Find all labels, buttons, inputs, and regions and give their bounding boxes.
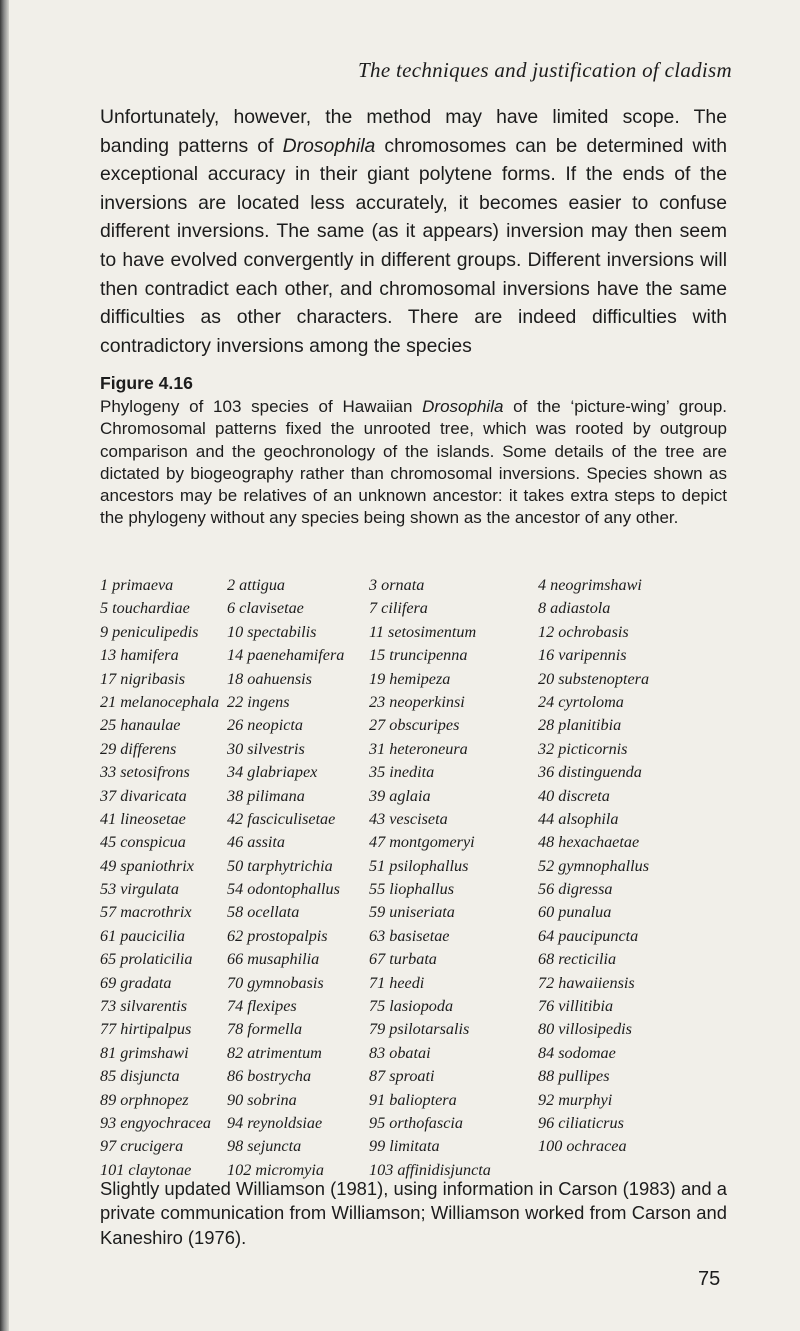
species-entry: 89 orphnopez xyxy=(100,1090,189,1109)
species-entry: 75 lasiopoda xyxy=(369,997,454,1016)
species-entry: 52 gymnophallus xyxy=(538,856,650,875)
species-entry: 55 liophallus xyxy=(369,880,454,899)
species-entry: 72 hawaiiensis xyxy=(538,973,635,992)
species-entry: 13 hamifera xyxy=(100,646,179,665)
species-entry: 28 planitibia xyxy=(538,716,622,735)
species-row xyxy=(100,972,740,995)
species-row xyxy=(100,878,740,901)
species-entry: 29 differens xyxy=(100,739,177,758)
species-entry: 60 punalua xyxy=(538,903,612,922)
species-entry: 95 orthofascia xyxy=(369,1113,463,1132)
species-entry: 16 varipennis xyxy=(538,646,627,665)
species-entry: 80 villosipedis xyxy=(538,1020,632,1039)
species-entry: 97 crucigera xyxy=(100,1137,184,1156)
page-number: 75 xyxy=(698,1268,721,1290)
species-row xyxy=(100,855,740,878)
caption-part2: of the ‘picture-wing’ group. Chromosomal patterns fixed the unrooted tree, which was rooted by outgroup comparison and the geochronology of the islands. Some details of the tree are dictated by biogeography rather than chromosomal inversions. Species shown as ancestors may be relatives of an unknown ancestor: it takes extra steps to depict the phylogeny without any species being shown as the ancestor of any other. xyxy=(100,397,727,528)
species-entry: 10 spectabilis xyxy=(227,622,317,641)
caption-part1: Phylogeny of 103 species of Hawaiian xyxy=(100,397,423,416)
species-entry: 14 paenehamifera xyxy=(227,646,345,665)
species-entry: 25 hanaulae xyxy=(100,716,181,735)
species-row xyxy=(100,831,740,854)
species-entry: 49 spaniothrix xyxy=(100,856,194,875)
species-entry: 7 cilifera xyxy=(369,599,428,618)
species-row xyxy=(100,621,740,644)
species-entry: 92 murphyi xyxy=(538,1090,613,1109)
species-entry: 82 atrimentum xyxy=(227,1043,322,1062)
species-entry: 85 disjuncta xyxy=(100,1067,180,1086)
species-entry: 102 micromyia xyxy=(227,1160,324,1179)
species-entry: 63 basisetae xyxy=(369,926,450,945)
species-row xyxy=(100,668,740,691)
species-entry: 39 aglaia xyxy=(369,786,431,805)
species-entry: 86 bostrycha xyxy=(227,1067,312,1086)
species-entry: 22 ingens xyxy=(227,692,290,711)
species-entry: 56 digressa xyxy=(538,880,613,899)
running-head: The techniques and justification of cladism xyxy=(358,58,732,82)
species-entry: 62 prostopalpis xyxy=(227,926,328,945)
species-entry: 58 ocellata xyxy=(227,903,300,922)
species-entry: 17 nigribasis xyxy=(100,669,186,688)
species-entry: 5 touchardiae xyxy=(100,599,190,618)
species-entry: 9 peniculipedis xyxy=(100,622,199,641)
species-entry: 11 setosimentum xyxy=(369,622,477,641)
species-entry: 68 recticilia xyxy=(538,950,617,969)
species-row xyxy=(100,1089,740,1112)
species-entry: 6 clavisetae xyxy=(227,599,304,618)
species-entry: 54 odontophallus xyxy=(227,880,340,899)
species-entry: 98 sejuncta xyxy=(227,1137,302,1156)
species-row xyxy=(100,644,740,667)
species-entry: 47 montgomeryi xyxy=(369,833,475,852)
figure-label: Figure 4.16 xyxy=(100,373,193,393)
species-row xyxy=(100,995,740,1018)
species-entry: 50 tarphytrichia xyxy=(227,856,333,875)
species-entry: 35 inedita xyxy=(369,763,435,782)
species-row xyxy=(100,901,740,924)
species-entry: 18 oahuensis xyxy=(227,669,312,688)
species-entry: 71 heedi xyxy=(369,973,425,992)
species-entry: 70 gymnobasis xyxy=(227,973,324,992)
species-entry: 96 ciliaticrus xyxy=(538,1113,624,1132)
species-entry: 19 hemipeza xyxy=(369,669,451,688)
species-entry: 46 assita xyxy=(227,833,286,852)
species-entry: 79 psilotarsalis xyxy=(369,1020,470,1039)
species-row xyxy=(100,714,740,737)
body-genus-name: Drosophila xyxy=(282,134,376,157)
species-entry: 21 melanocephala xyxy=(100,692,220,711)
body-text-part2: chromosomes can be determined with exceptional accuracy in their giant polytene forms. If the ends of the inversions are located less accurately, it becomes easier to confuse different inversions. The same (as it appears) inversion may then seem to have evolved convergently in different groups. Different inversions will then contradict each other, and chromosomal inversions have the same difficulties as other characters. There are indeed difficulties with contradictory inversions among the species xyxy=(100,134,727,357)
species-entry: 66 musaphilia xyxy=(227,950,320,969)
species-entry: 77 hirtipalpus xyxy=(100,1020,192,1039)
species-entry: 43 vesciseta xyxy=(369,809,448,828)
species-entry: 2 attigua xyxy=(227,576,286,594)
species-entry: 76 villitibia xyxy=(538,997,614,1016)
figure-source-note: Slightly updated Williamson (1981), using information in Carson (1983) and a private communication from Williamson; Williamson worked from Carson and Kaneshiro (1976). xyxy=(100,1178,727,1248)
species-entry: 32 picticornis xyxy=(538,739,628,758)
species-entry: 36 distinguenda xyxy=(538,763,642,782)
species-entry: 78 formella xyxy=(227,1020,303,1039)
species-entry: 31 heteroneura xyxy=(369,739,468,758)
species-entry: 103 affinidisjuncta xyxy=(369,1160,491,1179)
species-entry: 64 paucipuncta xyxy=(538,926,639,945)
species-entry: 91 balioptera xyxy=(369,1090,457,1109)
species-row xyxy=(100,948,740,971)
species-entry: 74 flexipes xyxy=(227,997,297,1016)
species-entry: 30 silvestris xyxy=(227,739,305,758)
species-entry: 83 obatai xyxy=(369,1043,431,1062)
species-entry: 59 uniseriata xyxy=(369,903,455,922)
species-entry: 38 pilimana xyxy=(227,786,305,805)
species-entry: 67 turbata xyxy=(369,950,437,969)
species-entry: 93 engyochracea xyxy=(100,1113,212,1132)
species-entry: 88 pullipes xyxy=(538,1067,610,1086)
species-entry: 48 hexachaetae xyxy=(538,833,640,852)
species-entry: 81 grimshawi xyxy=(100,1043,189,1062)
species-entry: 37 divaricata xyxy=(100,786,187,805)
species-row xyxy=(100,1065,740,1088)
species-entry: 73 silvarentis xyxy=(100,997,188,1016)
species-entry: 3 ornata xyxy=(369,576,425,594)
species-entry: 53 virgulata xyxy=(100,880,179,899)
species-row xyxy=(100,1018,740,1041)
caption-genus-name: Drosophila xyxy=(422,397,504,416)
species-entry: 45 conspicua xyxy=(100,833,186,852)
species-entry: 24 cyrtoloma xyxy=(538,692,624,711)
species-entry: 44 alsophila xyxy=(538,809,619,828)
species-entry: 42 fasciculisetae xyxy=(227,809,336,828)
species-entry: 26 neopicta xyxy=(227,716,303,735)
species-entry: 69 gradata xyxy=(100,973,172,992)
species-row xyxy=(100,808,740,831)
species-entry: 51 psilophallus xyxy=(369,856,469,875)
species-row xyxy=(100,785,740,808)
species-entry: 41 lineosetae xyxy=(100,809,186,828)
species-entry: 65 prolaticilia xyxy=(100,950,193,969)
species-entry: 8 adiastola xyxy=(538,599,611,618)
body-text-part1: Unfortunately, however, the method may have limited scope. The banding patterns of xyxy=(100,106,727,157)
species-entry: 57 macrothrix xyxy=(100,903,192,922)
species-row xyxy=(100,1112,740,1135)
book-spine-shadow xyxy=(0,0,9,1331)
species-entry: 84 sodomae xyxy=(538,1043,616,1062)
species-entry: 34 glabriapex xyxy=(227,763,318,782)
species-entry: 90 sobrina xyxy=(227,1090,297,1109)
species-entry: 20 substenoptera xyxy=(538,669,650,688)
species-entry: 4 neogrimshawi xyxy=(538,576,642,594)
species-row xyxy=(100,1135,740,1158)
species-row xyxy=(100,1042,740,1065)
species-entry: 15 truncipenna xyxy=(369,646,468,665)
species-row xyxy=(100,738,740,761)
species-entry: 23 neoperkinsi xyxy=(369,692,465,711)
species-entry: 87 sproati xyxy=(369,1067,435,1086)
species-row xyxy=(100,691,740,714)
species-entry: 12 ochrobasis xyxy=(538,622,629,641)
species-entry: 99 limitata xyxy=(369,1137,440,1156)
species-entry: 61 paucicilia xyxy=(100,926,185,945)
species-row xyxy=(100,597,740,620)
species-row xyxy=(100,925,740,948)
species-entry: 27 obscuripes xyxy=(369,716,460,735)
species-row xyxy=(100,574,740,597)
species-entry: 40 discreta xyxy=(538,786,610,805)
species-entry: 1 primaeva xyxy=(100,576,174,594)
species-row xyxy=(100,761,740,784)
species-entry: 101 claytonae xyxy=(100,1160,192,1179)
species-entry: 100 ochracea xyxy=(538,1137,627,1156)
species-entry: 33 setosifrons xyxy=(100,763,190,782)
figure-caption xyxy=(100,396,727,530)
species-list xyxy=(100,574,740,1182)
body-paragraph xyxy=(100,103,727,360)
species-entry: 94 reynoldsiae xyxy=(227,1113,323,1132)
